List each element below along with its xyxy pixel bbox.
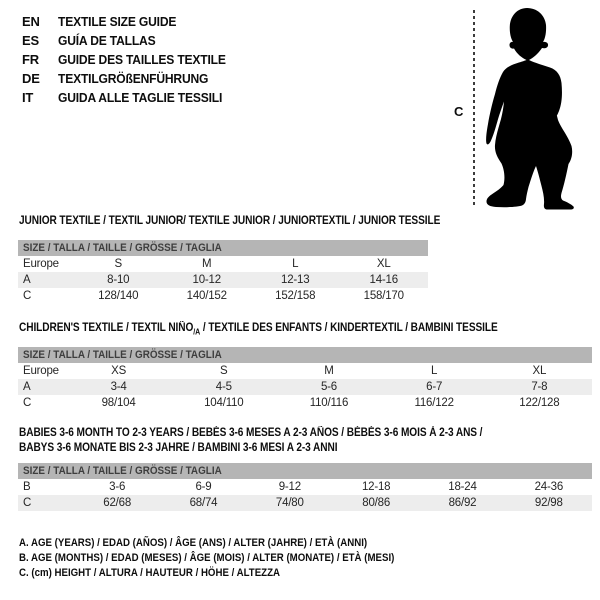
- value-cell: 7-8: [531, 381, 548, 393]
- legend-age-months: B. AGE (MONTHS) / EDAD (MESES) / ÂGE (MOIS) / ALTER (MONATE) / ETÀ (MESI): [19, 552, 395, 564]
- language-row-es: [22, 31, 238, 50]
- value-cell: S: [220, 365, 228, 377]
- value-cell: XS: [111, 365, 127, 377]
- legend-height-cm: C. (cm) HEIGHT / ALTURA / HAUTEUR / HÖHE / ALTEZZA: [19, 567, 281, 579]
- value-cell: 98/104: [101, 397, 136, 409]
- table-row: [18, 479, 592, 495]
- size-header-row: [18, 240, 428, 256]
- size-header-bar: [18, 463, 592, 479]
- language-row-fr: [22, 50, 238, 69]
- language-row-en: [22, 12, 238, 31]
- size-header-text: SIZE / TALLA / TAILLE / GRÖSSE / TAGLIA: [23, 349, 222, 361]
- value-cell: 92/98: [534, 497, 563, 509]
- value-cell: 3-4: [110, 381, 127, 393]
- babies-size-table: [18, 463, 592, 511]
- value-cell: 8-10: [107, 274, 130, 286]
- table-row: [18, 495, 592, 511]
- language-label: GUIDE DES TAILLES TEXTILE: [58, 52, 226, 67]
- height-measure-label: C: [454, 104, 464, 119]
- value-cell: 5-6: [320, 381, 337, 393]
- language-code: FR: [22, 52, 39, 67]
- value-cell: L: [431, 365, 438, 377]
- value-cell: 24-36: [534, 481, 564, 493]
- size-header-text: SIZE / TALLA / TAILLE / GRÖSSE / TAGLIA: [23, 465, 222, 477]
- row-label-cell: A: [23, 381, 31, 393]
- children-title-sub: /A: [193, 327, 201, 337]
- language-row-de: [22, 69, 238, 88]
- table-row: [18, 363, 592, 379]
- value-cell: 68/74: [189, 497, 218, 509]
- value-cell: 9-12: [278, 481, 301, 493]
- table-row: [18, 379, 592, 395]
- row-label-cell: C: [23, 397, 32, 409]
- children-title-part1: CHILDREN'S TEXTILE / TEXTIL NIÑO: [19, 322, 194, 334]
- babies-table-title: [19, 426, 482, 456]
- value-cell: M: [324, 365, 334, 377]
- value-cell: 122/128: [519, 397, 560, 409]
- value-cell: 116/122: [414, 397, 454, 409]
- language-code: EN: [22, 14, 40, 29]
- value-cell: XL: [376, 258, 391, 270]
- value-cell: 14-16: [369, 274, 398, 286]
- size-header-bar: [18, 347, 592, 363]
- language-label: GUIDA ALLE TAGLIE TESSILI: [58, 90, 223, 105]
- language-list: [22, 12, 238, 107]
- table-row: [18, 288, 428, 304]
- value-cell: 86/92: [448, 497, 477, 509]
- value-cell: 12-13: [281, 274, 310, 286]
- junior-size-table: [18, 240, 428, 304]
- value-cell: 18-24: [448, 481, 477, 493]
- children-size-table: [18, 347, 592, 411]
- value-cell: M: [202, 258, 212, 270]
- value-cell: 10-12: [192, 274, 221, 286]
- value-cell: L: [292, 258, 299, 270]
- value-cell: 80/86: [362, 497, 391, 509]
- babies-title-line1: BABIES 3-6 MONTH TO 2-3 YEARS / BEBÉS 3-6 MESES A 2-3 AÑOS / BÉBÉS 3-6 MOIS À 2-3 ANS /: [19, 427, 483, 439]
- value-cell: XL: [532, 365, 547, 377]
- toddler-silhouette-icon: [482, 4, 578, 210]
- row-label-cell: C: [23, 290, 32, 302]
- language-label: GUÍA DE TALLAS: [58, 33, 156, 48]
- value-cell: 3-6: [109, 481, 126, 493]
- row-label-cell: B: [23, 481, 31, 493]
- language-code: DE: [22, 71, 40, 86]
- value-cell: 152/158: [275, 290, 316, 302]
- size-header-row: [18, 463, 592, 479]
- value-cell: 104/110: [204, 397, 244, 409]
- language-label: TEXTILE SIZE GUIDE: [58, 14, 177, 29]
- table-row: [18, 395, 592, 411]
- size-header-row: [18, 347, 592, 363]
- row-label-cell: C: [23, 497, 32, 509]
- value-cell: 140/152: [186, 290, 227, 302]
- table-row: [18, 256, 428, 272]
- junior-table-title: JUNIOR TEXTILE / TEXTIL JUNIOR/ TEXTILE JUNIOR / JUNIORTEXTIL / JUNIOR TESSILE: [19, 215, 441, 227]
- value-cell: 62/68: [103, 497, 132, 509]
- value-cell: 6-7: [426, 381, 443, 393]
- legend-age-years: A. AGE (YEARS) / EDAD (AÑOS) / ÂGE (ANS) / ALTER (JAHRE) / ETÀ (ANNI): [19, 537, 368, 549]
- language-label: TEXTILGRÖßENFÜHRUNG: [58, 71, 209, 86]
- row-label-cell: Europe: [23, 365, 59, 377]
- size-header-bar: [18, 240, 428, 256]
- value-cell: 4-5: [215, 381, 232, 393]
- height-measure-dashed-line: [473, 10, 475, 207]
- size-header-text: SIZE / TALLA / TAILLE / GRÖSSE / TAGLIA: [23, 242, 222, 254]
- children-table-title: [19, 321, 498, 339]
- table-row: [18, 272, 428, 288]
- value-cell: 110/116: [309, 397, 349, 409]
- language-row-it: [22, 88, 238, 107]
- value-cell: 158/170: [363, 290, 404, 302]
- value-cell: S: [114, 258, 122, 270]
- value-cell: 128/140: [98, 290, 139, 302]
- value-cell: 74/80: [275, 497, 304, 509]
- language-code: IT: [22, 90, 34, 105]
- babies-title-line2: BABYS 3-6 MONATE BIS 2-3 JAHRE / BAMBINI 3-6 MESI A 2-3 ANNI: [19, 442, 338, 454]
- row-label-cell: A: [23, 274, 31, 286]
- children-title-part2: / TEXTILE DES ENFANTS / KINDERTEXTIL / BAMBINI TESSILE: [200, 322, 498, 334]
- value-cell: 12-18: [361, 481, 391, 493]
- row-label-cell: Europe: [23, 258, 59, 270]
- language-code: ES: [22, 33, 39, 48]
- value-cell: 6-9: [195, 481, 212, 493]
